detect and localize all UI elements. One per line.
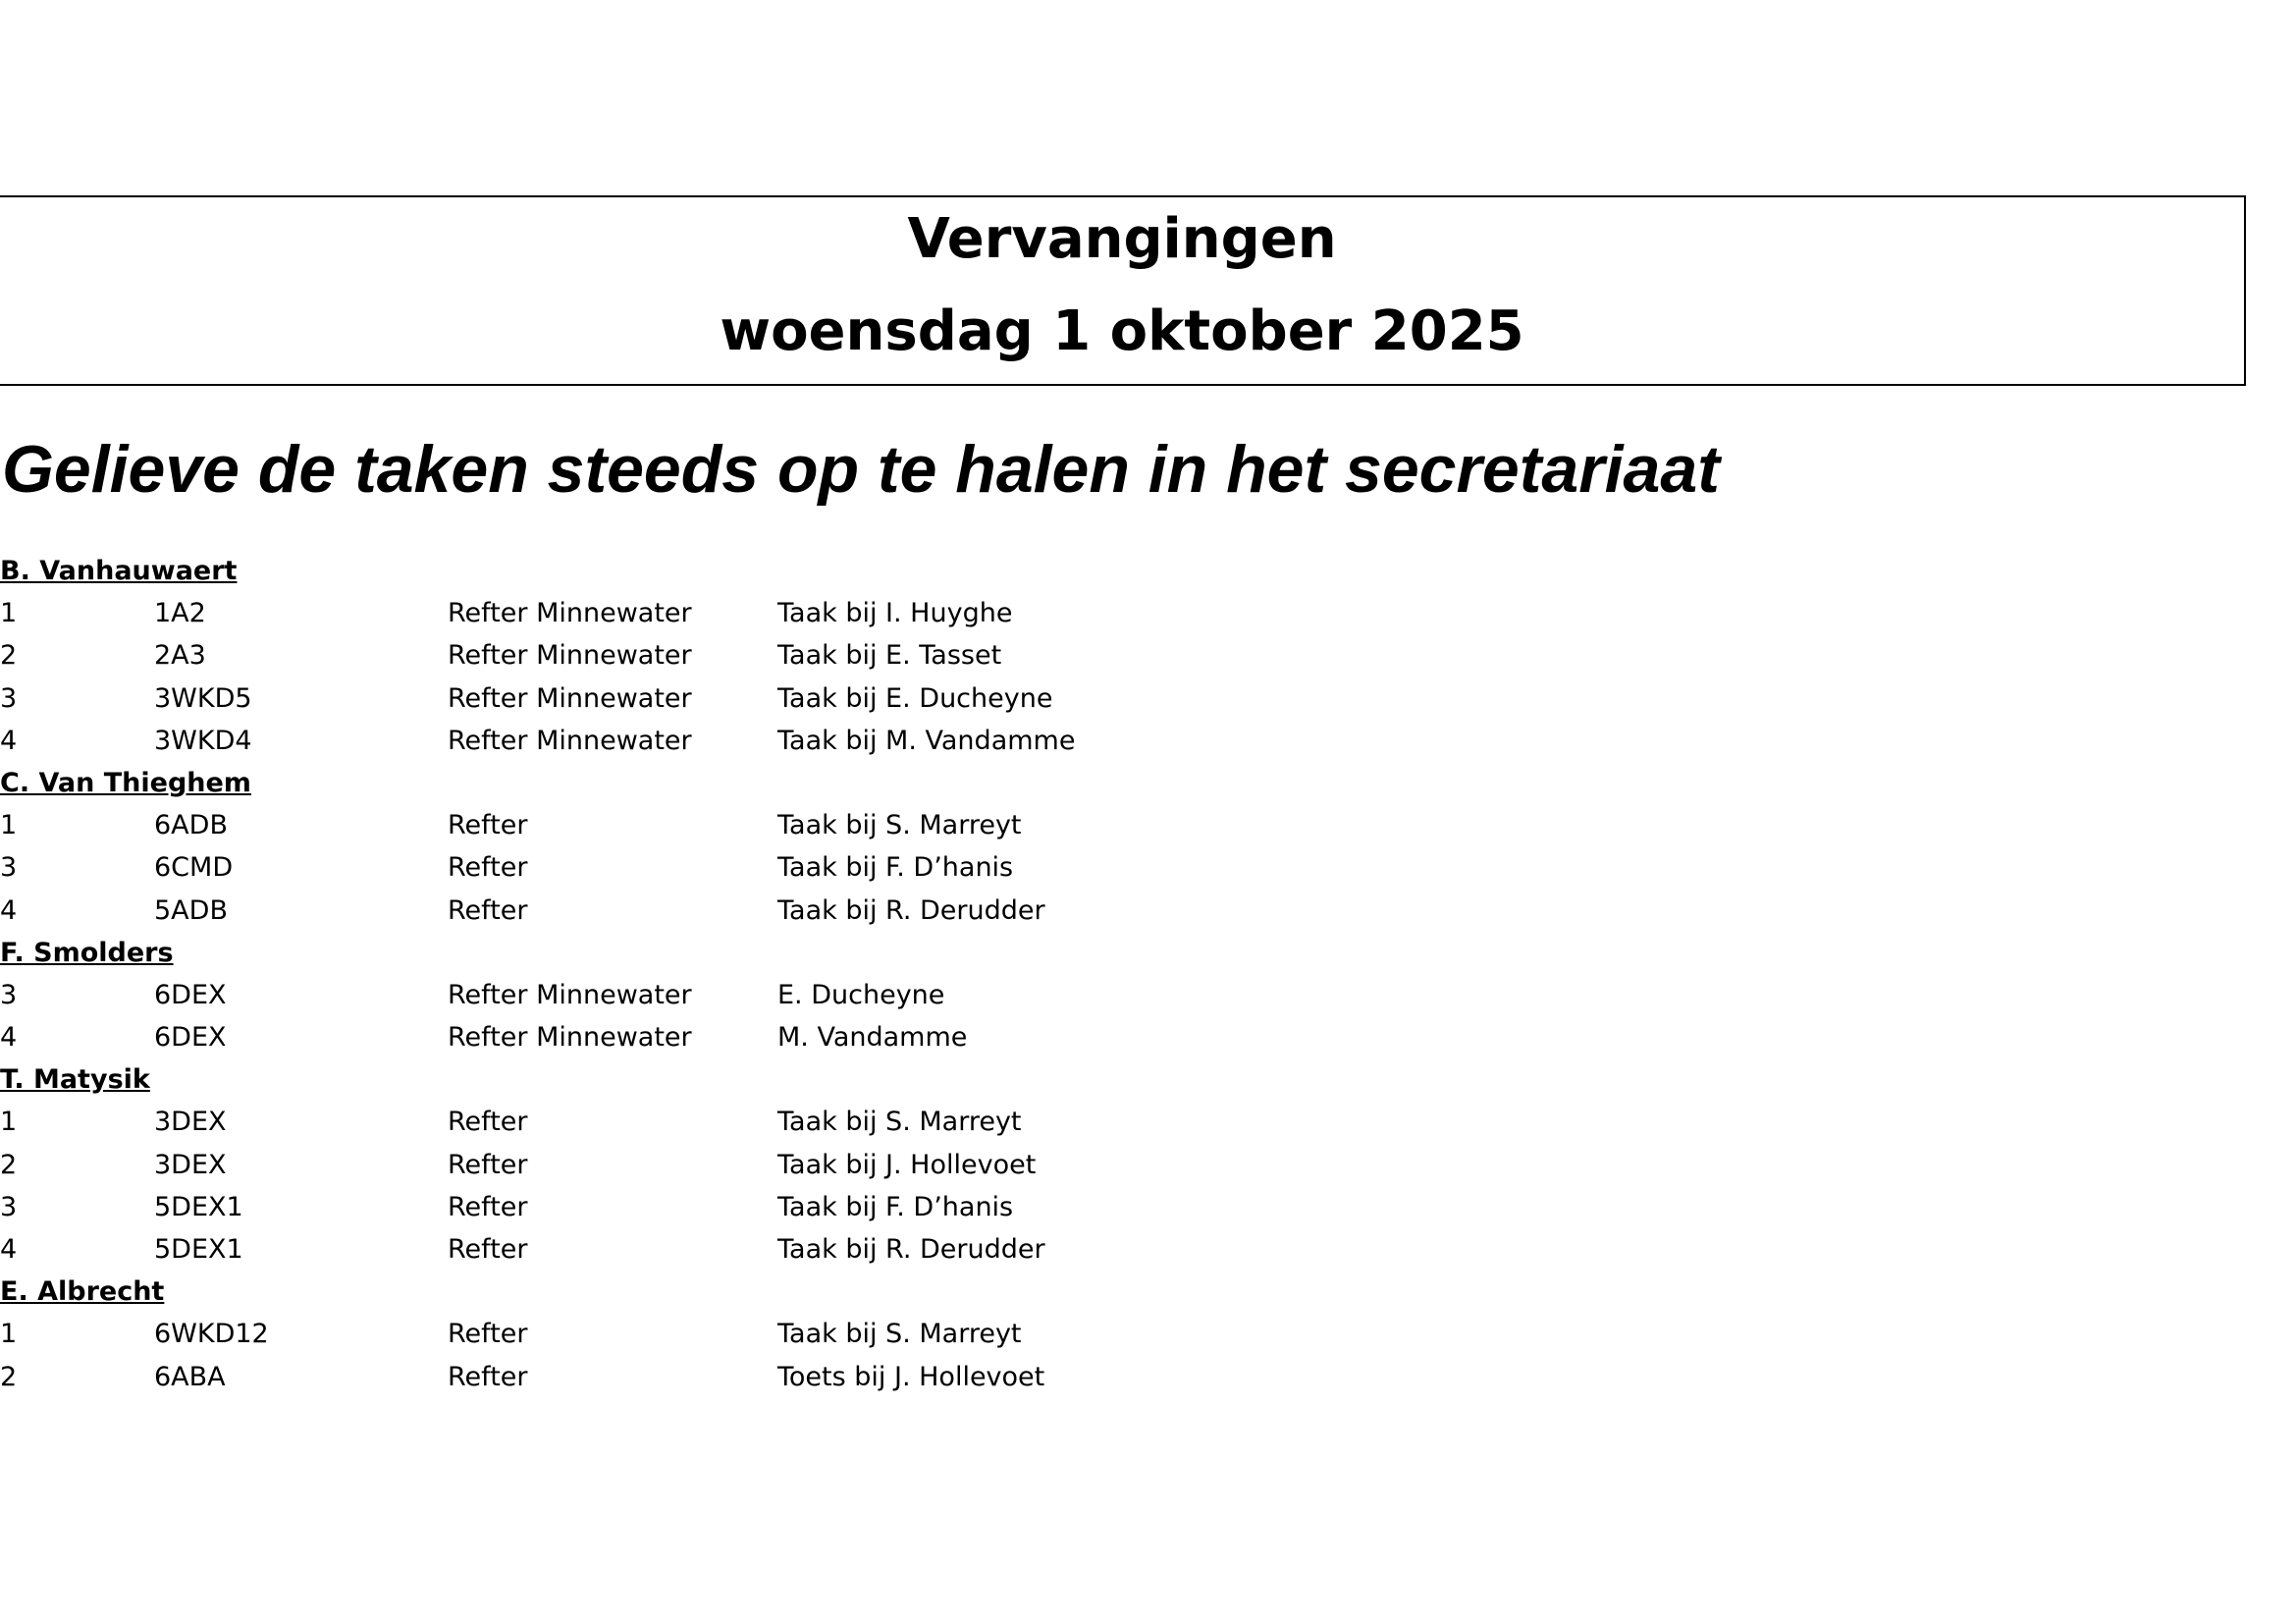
task-cell: Taak bij S. Marreyt — [777, 810, 1022, 841]
class-cell: 3DEX — [154, 1149, 227, 1180]
room-cell: Refter — [448, 810, 528, 841]
schedule-row — [0, 592, 1472, 634]
period-cell: 1 — [0, 810, 18, 841]
schedule-row — [0, 634, 1472, 677]
teacher-name: E. Albrecht — [0, 1276, 165, 1308]
task-cell: Taak bij E. Tasset — [777, 640, 1002, 672]
class-cell: 3WKD5 — [154, 682, 252, 714]
class-cell: 6CMD — [154, 852, 234, 884]
teacher-name: C. Van Thieghem — [0, 767, 251, 798]
period-cell: 4 — [0, 1234, 18, 1265]
schedule-row — [0, 1356, 1472, 1398]
schedule-row — [0, 890, 1472, 932]
schedule-row — [0, 1016, 1472, 1058]
class-cell: 2A3 — [154, 640, 206, 672]
class-cell: 6WKD12 — [154, 1319, 269, 1350]
period-cell: 4 — [0, 725, 18, 756]
room-cell: Refter — [448, 1191, 528, 1222]
class-cell: 6ADB — [154, 810, 228, 841]
schedule-row — [0, 1186, 1472, 1228]
secretariat-notice: Gelieve de taken steeds op te halen in het secretariaat — [2, 432, 1720, 507]
task-cell: Taak bij R. Derudder — [777, 1234, 1045, 1265]
teacher-name: B. Vanhauwaert — [0, 556, 238, 586]
schedule-row — [0, 974, 1472, 1016]
class-cell: 5DEX1 — [154, 1234, 243, 1265]
task-cell: Taak bij J. Hollevoet — [777, 1149, 1037, 1180]
room-cell: Refter — [448, 1107, 528, 1138]
class-cell: 6DEX — [154, 1022, 227, 1054]
schedule-row — [0, 1313, 1472, 1355]
task-cell: Taak bij I. Huyghe — [777, 598, 1013, 629]
period-cell: 3 — [0, 979, 18, 1010]
task-cell: Taak bij S. Marreyt — [777, 1319, 1022, 1350]
task-cell: Taak bij E. Ducheyne — [777, 682, 1053, 714]
class-cell: 1A2 — [154, 598, 206, 629]
room-cell: Refter Minnewater — [448, 640, 692, 672]
room-cell: Refter Minnewater — [448, 1022, 692, 1054]
schedule-row — [0, 1228, 1472, 1271]
period-cell: 4 — [0, 1022, 18, 1054]
task-cell: E. Ducheyne — [777, 979, 945, 1010]
schedule-row — [0, 720, 1472, 762]
schedule-row — [0, 1144, 1472, 1186]
schedule-row — [0, 846, 1472, 889]
room-cell: Refter — [448, 1319, 528, 1350]
task-cell: Taak bij F. D’hanis — [777, 852, 1014, 884]
room-cell: Refter — [448, 1149, 528, 1180]
page-title: Vervangingen — [907, 207, 1337, 271]
room-cell: Refter — [448, 1361, 528, 1392]
room-cell: Refter Minnewater — [448, 598, 692, 629]
room-cell: Refter Minnewater — [448, 725, 692, 756]
period-cell: 1 — [0, 598, 18, 629]
period-cell: 2 — [0, 1149, 18, 1180]
teacher-name: F. Smolders — [0, 937, 174, 968]
room-cell: Refter Minnewater — [448, 979, 692, 1010]
room-cell: Refter — [448, 894, 528, 926]
class-cell: 6DEX — [154, 979, 227, 1010]
task-cell: Taak bij F. D’hanis — [777, 1191, 1014, 1222]
period-cell: 3 — [0, 682, 18, 714]
task-cell: Taak bij R. Derudder — [777, 894, 1045, 926]
task-cell: Toets bij J. Hollevoet — [777, 1361, 1045, 1392]
room-cell: Refter Minnewater — [448, 682, 692, 714]
task-cell: Taak bij M. Vandamme — [777, 725, 1076, 756]
class-cell: 5ADB — [154, 894, 228, 926]
period-cell: 3 — [0, 1191, 18, 1222]
schedule-row — [0, 677, 1472, 720]
period-cell: 3 — [0, 852, 18, 884]
class-cell: 5DEX1 — [154, 1191, 243, 1222]
schedule-row — [0, 1101, 1472, 1143]
page-date: woensdag 1 oktober 2025 — [720, 299, 1524, 363]
period-cell: 1 — [0, 1319, 18, 1350]
class-cell: 3DEX — [154, 1107, 227, 1138]
period-cell: 2 — [0, 1361, 18, 1392]
class-cell: 6ABA — [154, 1361, 226, 1392]
substitution-schedule — [0, 550, 1472, 1398]
task-cell: Taak bij S. Marreyt — [777, 1107, 1022, 1138]
teacher-name: T. Matysik — [0, 1064, 150, 1096]
period-cell: 4 — [0, 894, 18, 926]
title-box — [0, 195, 2246, 386]
task-cell: M. Vandamme — [777, 1022, 968, 1054]
period-cell: 2 — [0, 640, 18, 672]
class-cell: 3WKD4 — [154, 725, 252, 756]
period-cell: 1 — [0, 1107, 18, 1138]
room-cell: Refter — [448, 852, 528, 884]
schedule-row — [0, 804, 1472, 846]
room-cell: Refter — [448, 1234, 528, 1265]
